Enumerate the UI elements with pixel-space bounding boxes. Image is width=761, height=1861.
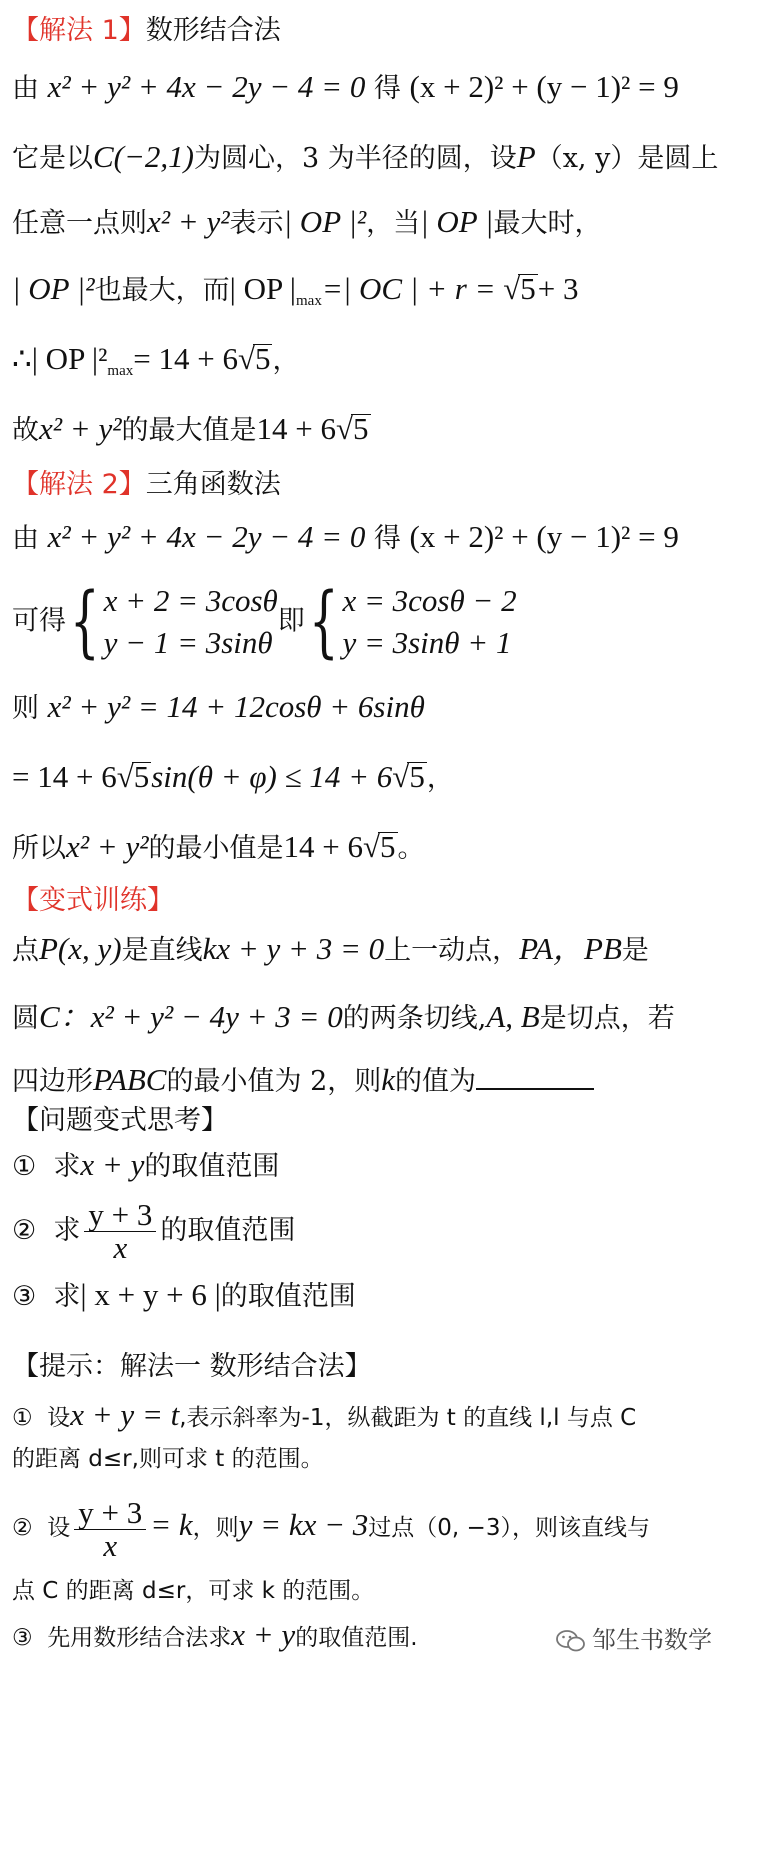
method1-line4: | OP |²也最大，而| OP $|_{max}=|$ OC | + r = √5+ 3 xyxy=(12,271,579,309)
text: 求 xyxy=(53,1281,81,1312)
denominator: x xyxy=(113,1230,128,1265)
text: 是直线 xyxy=(121,935,203,966)
text: 的取值范围 xyxy=(220,1281,356,1312)
expression: = 14 + 6 xyxy=(133,341,238,376)
text: 的距离 d≤r,则可求 t 的范围。 xyxy=(12,1446,324,1472)
variant-line1 xyxy=(12,932,649,968)
hint-h1-cont xyxy=(12,1442,324,1476)
expression: 14 + 6 xyxy=(283,829,364,864)
subscript: max xyxy=(107,363,134,379)
expression: | OP | xyxy=(229,271,296,306)
text: 的最大值是 xyxy=(121,415,257,446)
text: 圆 xyxy=(12,1003,39,1034)
hint-heading-line xyxy=(12,1350,372,1384)
variant-heading-line xyxy=(12,884,174,918)
expression: PA，PB xyxy=(519,931,622,966)
variant-line3 xyxy=(12,1062,594,1099)
text: 的取值范围 xyxy=(160,1215,296,1246)
expression: x + y = t xyxy=(70,1397,180,1432)
center-point: C(−2,1) xyxy=(93,139,194,174)
text: 上一动点， xyxy=(384,935,520,966)
numerator: y + 3 xyxy=(74,1497,146,1530)
text: 求 xyxy=(53,1215,81,1246)
method1-line1 xyxy=(12,70,679,106)
thinking-q2 xyxy=(12,1196,295,1266)
thinking-heading-line xyxy=(12,1104,228,1138)
text: 故 xyxy=(12,415,39,446)
point-p: P xyxy=(516,139,536,174)
expression: P(x, y) xyxy=(39,931,122,966)
expression: = k xyxy=(150,1507,193,1542)
thinking-heading: 【问题变式思考】 xyxy=(12,1105,228,1136)
text: 即 xyxy=(277,605,305,637)
text: 四边形 xyxy=(12,1066,93,1097)
expression: ∴| OP |² xyxy=(12,341,108,376)
method1-line5: ∴| OP $|^2_{max}= 14 + 6√5$， xyxy=(12,341,300,379)
method1-heading-line xyxy=(12,14,281,48)
sqrt-radicand: 5 xyxy=(133,759,150,794)
text: 由 xyxy=(12,73,39,104)
text: 。 xyxy=(397,833,425,864)
text: 它是以 xyxy=(12,143,93,174)
system-row: y = 3sinθ + 1 xyxy=(342,625,512,660)
hint-h1 xyxy=(12,1398,636,1435)
expression: + 3 xyxy=(537,271,579,306)
expression: A, B xyxy=(486,999,540,1034)
text: ，则 xyxy=(192,1515,239,1541)
hint-h3 xyxy=(12,1618,418,1655)
text: 由 xyxy=(12,523,39,554)
expression: | x + y + 6 | xyxy=(80,1277,221,1312)
text: 最大时， xyxy=(493,208,602,239)
item-number: ③ xyxy=(12,1625,33,1651)
fraction xyxy=(84,1199,156,1264)
variant-heading: 【变式训练】 xyxy=(12,885,174,916)
text: 得 xyxy=(373,523,401,554)
hint-h2 xyxy=(12,1490,650,1563)
sqrt-radicand: 5 xyxy=(409,759,425,794)
text: （x, y）是圆上 xyxy=(535,143,719,174)
item-number: ③ xyxy=(12,1281,37,1312)
text: 任意一点则 xyxy=(12,208,147,239)
method2-line1 xyxy=(12,520,679,556)
variant-line2 xyxy=(12,1000,675,1036)
method2-line3 xyxy=(12,690,425,726)
line-equation: kx + y + 3 = 0 xyxy=(202,931,385,966)
method1-line2 xyxy=(12,140,718,176)
expression: | OP | xyxy=(420,204,494,239)
method2-heading-line xyxy=(12,468,281,502)
text: 设 xyxy=(47,1405,71,1431)
expression: x² + y² = 14 + 12cosθ + 6sinθ xyxy=(47,689,425,724)
expression: PABC xyxy=(93,1062,167,1097)
circle-equation: x² + y² + 4x − 2y − 4 = 0 xyxy=(47,69,366,104)
expression: =| OC | + r = xyxy=(321,271,504,306)
subscript: max xyxy=(296,293,322,309)
method2-line4: = 14 + 6√5sin(θ + φ) ≤ 14 + 6√5， xyxy=(12,759,454,794)
expression: x² + y² xyxy=(66,829,149,864)
text: 的最小值是 xyxy=(148,833,284,864)
text: 的两条切线, xyxy=(342,1003,487,1034)
fraction xyxy=(74,1494,146,1563)
answer-blank xyxy=(476,1062,594,1090)
numerator: y + 3 xyxy=(84,1199,156,1232)
expression: = 14 + 6 xyxy=(12,759,117,794)
method1-line6: 故x² + y²的最大值是14 + 6√5 xyxy=(12,411,369,446)
text: 得 xyxy=(373,73,401,104)
method2-title: 三角函数法 xyxy=(145,469,281,500)
hint-heading: 【提示：解法一 数形结合法】 xyxy=(12,1351,372,1382)
circle-equation: x² + y² + 4x − 2y − 4 = 0 xyxy=(47,519,366,554)
text: 的取值范围 xyxy=(144,1151,280,1182)
standard-form-equation: (x + 2)² + (y − 1)² = 9 xyxy=(409,519,679,554)
system-row: x + 2 = 3cosθ xyxy=(103,583,278,618)
sqrt-radicand: 5 xyxy=(254,341,271,376)
expression: x² + y² xyxy=(39,411,122,446)
text: 是切点，若 xyxy=(539,1003,675,1034)
system-2 xyxy=(342,580,516,664)
text: 所以 xyxy=(12,833,66,864)
hint-h2-cont xyxy=(12,1574,374,1608)
expression: x + y xyxy=(80,1147,145,1182)
text: 则 xyxy=(12,693,39,724)
expression: k xyxy=(381,1062,396,1097)
wechat-icon xyxy=(556,1629,586,1653)
method2-line5: 所以x² + y²的最小值是14 + 6√5。 xyxy=(12,829,425,864)
sqrt-radicand: 5 xyxy=(520,271,536,306)
method1-heading: 【解法 1】 xyxy=(12,15,146,46)
system-row: x = 3cosθ − 2 xyxy=(342,583,517,618)
method1-line3 xyxy=(12,205,601,241)
text: 可得 xyxy=(12,605,66,637)
expression: y = kx − 3 xyxy=(238,1507,369,1542)
method2-heading: 【解法 2】 xyxy=(12,469,146,500)
system-row: y − 1 = 3sinθ xyxy=(103,625,273,660)
sqrt-radicand: 5 xyxy=(380,829,396,864)
item-number: ② xyxy=(12,1515,33,1541)
text: 点 C 的距离 d≤r，可求 k 的范围。 xyxy=(12,1578,375,1604)
text: ， xyxy=(426,763,454,794)
watermark-text: 邹生书数学 xyxy=(592,1626,712,1654)
item-number: ① xyxy=(12,1405,33,1431)
sqrt-radicand: 5 xyxy=(353,411,369,446)
expression: sin(θ + φ) ≤ 14 + 6 xyxy=(151,759,393,794)
text: 过点（0, −3），则该直线与 xyxy=(368,1515,650,1541)
method2-line2: 可得{ x + 2 = 3cosθ y − 1 = 3sinθ 即{ x = 3cosθ − 2 y = 3sinθ + 1 xyxy=(12,577,517,667)
expression: | OP |² xyxy=(283,204,367,239)
text: 的取值范围. xyxy=(295,1625,418,1651)
thinking-q3 xyxy=(12,1278,356,1314)
text: 先用数形结合法求 xyxy=(47,1625,232,1651)
item-number: ① xyxy=(12,1151,37,1182)
text: 点 xyxy=(12,935,39,966)
text: 的值为 xyxy=(395,1066,477,1097)
text: 是 xyxy=(621,935,649,966)
text: ， xyxy=(272,345,300,376)
denominator: x xyxy=(103,1527,118,1563)
expression: x + y xyxy=(231,1617,296,1652)
expression: x² + y² xyxy=(147,204,230,239)
expression: 14 + 6 xyxy=(256,411,337,446)
item-number: ② xyxy=(12,1215,37,1246)
text: 为圆心，3 为半径的圆，设 xyxy=(194,143,517,174)
method1-title: 数形结合法 xyxy=(145,15,281,46)
circle-equation: x² + y² − 4y + 3 = 0 xyxy=(90,999,343,1034)
standard-form-equation: (x + 2)² + (y − 1)² = 9 xyxy=(409,69,679,104)
text: ，当 xyxy=(366,208,421,239)
text: 求 xyxy=(53,1151,81,1182)
system-1 xyxy=(104,580,278,664)
expression: C： xyxy=(39,999,91,1034)
text: 也最大，而 xyxy=(94,275,230,306)
watermark xyxy=(556,1620,712,1655)
expression: | OP |² xyxy=(12,271,95,306)
text: 设 xyxy=(47,1515,71,1541)
text: ,表示斜率为-1，纵截距为 t 的直线 l,l 与点 C xyxy=(179,1405,637,1431)
thinking-q1 xyxy=(12,1148,279,1184)
text: 表示 xyxy=(229,208,284,239)
text: 的最小值为 2，则 xyxy=(166,1066,382,1097)
